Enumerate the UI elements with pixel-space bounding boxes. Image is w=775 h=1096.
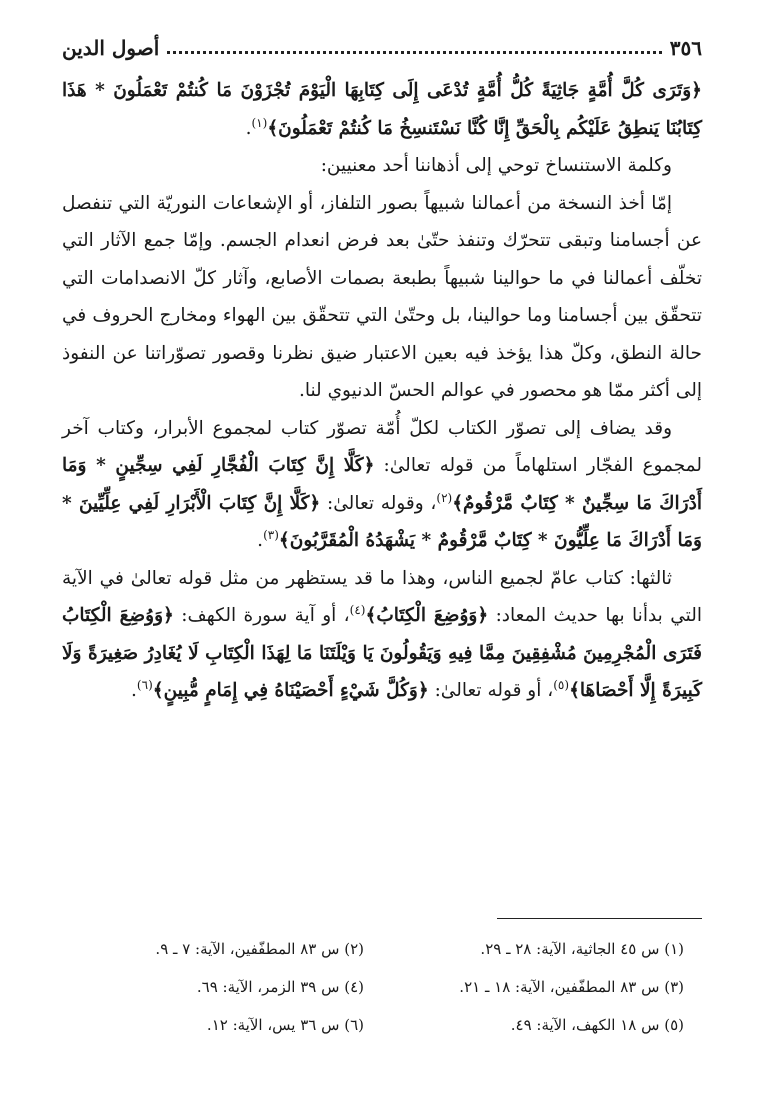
main-text xyxy=(62,72,702,710)
text-segment: ، أو آية سورة الكهف: xyxy=(181,605,350,626)
footnotes xyxy=(62,930,702,1044)
text-segment: ، وقوله تعالىٰ: xyxy=(327,492,437,514)
footnote-row xyxy=(62,930,702,968)
page-number: ٣٥٦ xyxy=(669,36,702,60)
footnote-5: (٥) س ١٨ الكهف، الآية: ٤٩. xyxy=(510,1016,684,1034)
footnote-4: (٤) س ٣٩ الزمر، الآية: ٦٩. xyxy=(196,978,364,996)
footnote-separator xyxy=(497,918,702,919)
text-segment: ثالثها: كتاب عامّ لجميع الناس، وهذا ما قد يستظهر من مثل قوله تعالىٰ في الآية التي بدأنا بها حديث المعاد: xyxy=(62,567,702,626)
header-dotted-leader xyxy=(167,50,661,54)
footnote-1: (١) س ٤٥ الجاثية، الآية: ٢٨ ـ ٢٩. xyxy=(480,940,684,958)
footnote-ref-2[interactable]: (٢) xyxy=(436,490,453,505)
paragraph-3: إمّا أخذ النسخة من أعمالنا شبيهاً بصور التلفاز، أو الإشعاعات النوريّة التي تنفصل عن أجسامنا وتبقى تتحرّك وتنفذ حتّىٰ بعد فرض انعدام الجسم. وإمّا جمع الآثار التي تخلّف أعمالنا في ما حوالينا شبيهاً بطبعة بصمات الأصابع، وآثار كلّ الانصدامات التي تتحقّق بين أجسامنا وما حوالينا، بل وحتّىٰ التي تتحقّق بين الهواء ومخارج الحروف في حالة النطق، وكلّ هذا يؤخذ فيه بعين الاعتبار ضيق نظرنا وقصور تصوّراتنا عن النفوذ إلى أكثر ممّا هو محصور في عوالم الحسّ الدنيوي لنا. xyxy=(62,192,702,401)
footnote-ref-5[interactable]: (٥) xyxy=(553,677,570,692)
footnote-3: (٣) س ٨٣ المطفّفين، الآية: ١٨ ـ ٢١. xyxy=(459,978,684,996)
footnote-ref-4[interactable]: (٤) xyxy=(349,602,366,617)
text-segment: . xyxy=(257,530,264,551)
page-header xyxy=(62,28,702,60)
book-page xyxy=(62,28,702,1068)
footnote-6: (٦) س ٣٦ يس، الآية: ١٢. xyxy=(206,1016,364,1034)
footnote-row xyxy=(62,968,702,1006)
footnote-2: (٢) س ٨٣ المطفّفين، الآية: ٧ ـ ٩. xyxy=(155,940,364,958)
quran-verse: ﴿وَكُلَّ شَيْءٍ أَحْصَيْنَاهُ فِي إِمَامٍ مُّبِينٍ﴾ xyxy=(152,680,429,701)
paragraph-1 xyxy=(62,72,702,147)
paragraph-5 xyxy=(62,560,702,710)
paragraph-2: وكلمة الاستنساخ توحي إلى أذهاننا أحد معنيين: xyxy=(320,155,672,176)
quran-verse: ﴿كَلَّا إِنَّ كِتَابَ الْفُجَّارِ لَفِي سِجِّينٍ * وَمَا أَدْرَاكَ مَا سِجِّينٌ * كِتَابٌ مَّرْقُومٌ﴾ xyxy=(62,455,702,514)
quran-verse: ﴿وَوُضِعَ الْكِتَابُ فَتَرَى الْمُجْرِمِينَ مُشْفِقِينَ مِمَّا فِيهِ وَيَقُولُونَ يَا وَيْلَتَنَا مَا لِهَذَا الْكِتَابِ لَا يُغَادِرُ صَغِيرَةً وَلَا كَبِيرَةً إِلَّا أَحْصَاهَا﴾ xyxy=(62,605,702,701)
quran-verse: ﴿وَتَرَى كُلَّ أُمَّةٍ جَاثِيَةً كُلُّ أُمَّةٍ تُدْعَى إِلَى كِتَابِهَا الْيَوْمَ تُجْزَوْنَ مَا كُنتُمْ تَعْمَلُونَ * هَذَا كِتَابُنَا يَنطِقُ عَلَيْكُم بِالْحَقِّ إِنَّا كُنَّا نَسْتَنسِخُ مَا كُنتُمْ تَعْمَلُونَ﴾ xyxy=(62,80,702,139)
footnote-ref-3[interactable]: (٣) xyxy=(263,527,279,542)
quran-verse: ﴿كَلَّا إِنَّ كِتَابَ الْأَبْرَارِ لَفِي عِلِّيِّينَ * وَمَا أَدْرَاكَ مَا عِلِّيُّونَ * كِتَابٌ مَّرْقُومٌ * يَشْهَدُهُ الْمُقَرَّبُونَ﴾ xyxy=(62,492,702,551)
footnote-ref-6[interactable]: (٦) xyxy=(136,677,153,692)
text-segment: . xyxy=(131,680,137,701)
text-segment: . xyxy=(245,117,252,139)
footnote-row xyxy=(62,1006,702,1044)
footnote-ref-1[interactable]: (١) xyxy=(251,115,268,130)
paragraph-4 xyxy=(62,410,702,560)
text-segment: ، أو قوله تعالىٰ: xyxy=(434,680,554,701)
text-segment: وقد يضاف إلى تصوّر الكتاب لكلّ أُمّة تصوّر كتاب لمجموع الأبرار، وكتاب آخر لمجموع الفجّار استلهاماً من قوله تعالىٰ: xyxy=(62,417,703,476)
running-title: أصول الدين xyxy=(62,36,160,60)
quran-verse: ﴿وَوُضِعَ الْكِتَابُ﴾ xyxy=(365,605,489,626)
